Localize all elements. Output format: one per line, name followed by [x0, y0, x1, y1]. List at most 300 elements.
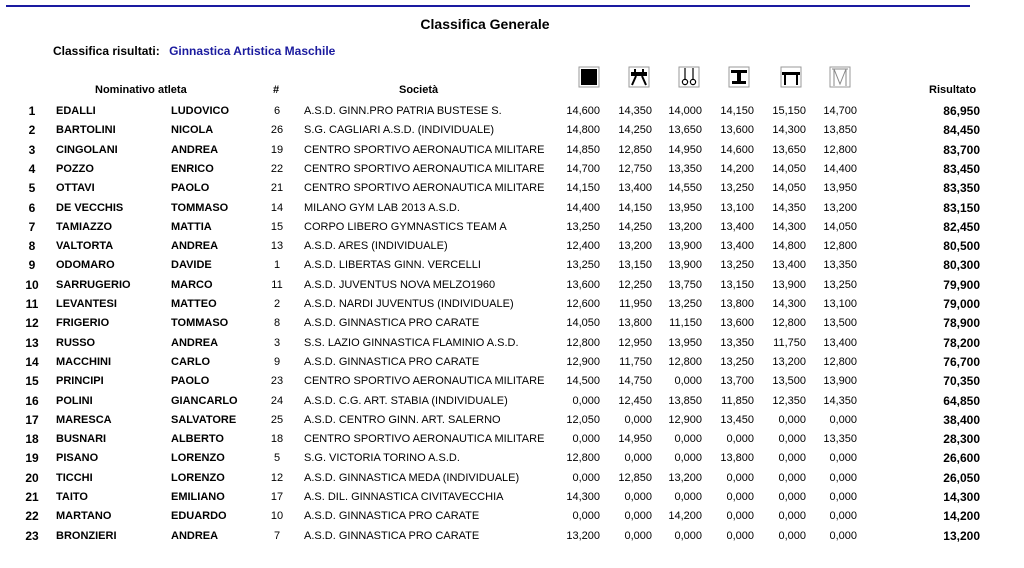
surname-cell: POLINI	[56, 394, 93, 407]
table-row	[0, 353, 1024, 372]
bib-cell: 15	[270, 220, 284, 233]
score-cell: 14,050	[772, 162, 806, 175]
total-cell: 28,300	[943, 432, 980, 447]
table-row	[0, 121, 1024, 140]
score-cell: 13,250	[566, 220, 600, 233]
rank-cell: 18	[25, 432, 39, 447]
results-subtitle	[53, 44, 335, 58]
total-cell: 83,450	[943, 161, 980, 176]
table-row	[0, 392, 1024, 411]
score-cell: 14,950	[618, 433, 652, 446]
score-cell: 13,250	[823, 278, 857, 291]
score-cell: 13,400	[720, 220, 754, 233]
club-cell: A.S.D. GINNASTICA MEDA (INDIVIDUALE)	[304, 471, 520, 484]
total-cell: 14,200	[943, 509, 980, 524]
score-cell: 13,200	[566, 529, 600, 542]
table-row	[0, 507, 1024, 526]
table-row	[0, 527, 1024, 546]
score-cell: 11,850	[721, 394, 754, 407]
firstname-cell: GIANCARLO	[171, 394, 238, 407]
firstname-cell: LUDOVICO	[171, 105, 230, 117]
firstname-cell: MATTEO	[171, 298, 217, 310]
score-cell: 13,500	[823, 317, 857, 330]
score-cell: 11,750	[773, 336, 806, 349]
score-cell: 0,000	[674, 433, 702, 446]
club-cell: MILANO GYM LAB 2013 A.S.D.	[304, 201, 460, 214]
rank-cell: 8	[28, 239, 36, 254]
bib-cell: 5	[273, 452, 281, 465]
club-cell: A.S.D. GINNASTICA PRO CARATE	[304, 529, 480, 542]
bib-cell: 25	[270, 413, 284, 426]
rank-cell: 1	[28, 104, 36, 118]
score-cell: 12,250	[618, 278, 652, 291]
score-cell: 13,750	[668, 278, 702, 291]
score-cell: 0,000	[726, 491, 754, 503]
score-cell: 13,250	[720, 355, 754, 368]
total-cell: 38,400	[943, 412, 980, 427]
bib-cell: 12	[270, 471, 284, 484]
rank-cell: 14	[25, 354, 39, 369]
total-cell: 83,350	[943, 181, 980, 196]
score-cell: 0,000	[726, 471, 754, 484]
club-cell: A.S.D. GINNASTICA PRO CARATE	[304, 355, 480, 368]
score-cell: 14,700	[566, 162, 600, 175]
score-cell: 13,100	[720, 201, 754, 214]
score-cell: 14,800	[566, 124, 600, 137]
club-cell: CENTRO SPORTIVO AERONAUTICA MILITARE	[304, 143, 545, 156]
score-cell: 13,650	[772, 143, 806, 156]
surname-cell: MARTANO	[56, 510, 112, 523]
score-cell: 12,850	[618, 471, 652, 484]
score-cell: 0,000	[778, 529, 806, 542]
surname-cell: MARESCA	[56, 413, 112, 426]
total-cell: 78,200	[943, 335, 980, 350]
table-row	[0, 314, 1024, 333]
surname-cell: ODOMARO	[56, 259, 115, 272]
club-cell: S.S. LAZIO GINNASTICA FLAMINIO A.S.D.	[304, 336, 519, 349]
score-cell: 0,000	[624, 491, 652, 503]
score-cell: 0,000	[624, 510, 652, 523]
score-cell: 13,200	[618, 240, 652, 253]
firstname-cell: PAOLO	[171, 182, 210, 195]
score-cell: 12,750	[618, 162, 652, 175]
firstname-cell: ANDREA	[171, 143, 219, 156]
subtitle-label: Classifica risultati:	[53, 44, 160, 58]
score-cell: 13,800	[618, 317, 652, 330]
score-cell: 14,950	[668, 143, 702, 156]
score-cell: 13,200	[823, 201, 857, 214]
surname-cell: PRINCIPI	[56, 375, 104, 388]
score-cell: 0,000	[778, 433, 806, 446]
bib-cell: 9	[273, 355, 281, 368]
score-cell: 0,000	[572, 433, 600, 446]
rank-cell: 7	[28, 219, 36, 234]
rank-cell: 17	[25, 412, 39, 427]
table-row	[0, 411, 1024, 430]
score-cell: 0,000	[829, 491, 857, 503]
score-cell: 13,900	[823, 375, 857, 388]
table-row	[0, 488, 1024, 507]
high-bar-icon	[829, 66, 851, 88]
club-cell: CENTRO SPORTIVO AERONAUTICA MILITARE	[304, 375, 545, 388]
col-header-club: Società	[399, 84, 439, 96]
score-cell: 14,700	[823, 105, 857, 117]
bib-cell: 6	[273, 105, 281, 117]
table-row	[0, 430, 1024, 449]
discipline-name: Ginnastica Artistica Maschile	[169, 44, 336, 58]
bib-cell: 21	[270, 182, 284, 195]
table-row	[0, 141, 1024, 160]
score-cell: 12,800	[772, 317, 806, 330]
score-cell: 12,600	[566, 298, 600, 310]
table-row	[0, 179, 1024, 198]
score-cell: 14,350	[772, 201, 806, 214]
score-cell: 0,000	[778, 471, 806, 484]
total-cell: 80,500	[943, 239, 980, 254]
table-row	[0, 469, 1024, 488]
firstname-cell: EMILIANO	[171, 491, 225, 503]
score-cell: 13,350	[720, 336, 754, 349]
score-cell: 13,150	[720, 278, 754, 291]
bib-cell: 13	[270, 240, 284, 253]
surname-cell: BUSNARI	[56, 433, 107, 446]
score-cell: 14,000	[668, 105, 702, 117]
rank-cell: 11	[25, 297, 39, 311]
club-cell: CENTRO SPORTIVO AERONAUTICA MILITARE	[304, 162, 545, 175]
score-cell: 12,850	[618, 143, 652, 156]
score-cell: 14,250	[618, 220, 652, 233]
table-row	[0, 237, 1024, 256]
firstname-cell: ANDREA	[171, 529, 219, 542]
score-cell: 13,200	[772, 355, 806, 368]
score-cell: 14,400	[823, 162, 857, 175]
bib-cell: 10	[270, 510, 284, 523]
rank-cell: 4	[28, 161, 36, 176]
firstname-cell: TOMMASO	[171, 201, 229, 214]
club-cell: CORPO LIBERO GYMNASTICS TEAM A	[304, 220, 507, 233]
rank-cell: 16	[25, 393, 39, 408]
score-cell: 13,400	[720, 240, 754, 253]
club-cell: A.S.D. C.G. ART. STABIA (INDIVIDUALE)	[304, 394, 508, 407]
score-cell: 13,900	[668, 240, 702, 253]
club-cell: A.S.D. CENTRO GINN. ART. SALERNO	[304, 413, 501, 426]
score-cell: 14,200	[668, 510, 702, 523]
surname-cell: RUSSO	[56, 336, 96, 349]
score-cell: 13,400	[772, 259, 806, 272]
rank-cell: 22	[25, 509, 39, 524]
surname-cell: TAITO	[56, 491, 88, 503]
bib-cell: 26	[270, 124, 284, 137]
score-cell: 12,800	[566, 452, 600, 465]
score-cell: 13,850	[668, 394, 702, 407]
firstname-cell: ANDREA	[171, 336, 219, 349]
score-cell: 14,300	[772, 220, 806, 233]
bib-cell: 14	[270, 201, 284, 214]
score-cell: 14,550	[668, 182, 702, 195]
score-cell: 12,900	[668, 413, 702, 426]
bib-cell: 7	[273, 529, 281, 542]
club-cell: CENTRO SPORTIVO AERONAUTICA MILITARE	[304, 433, 545, 446]
score-cell: 0,000	[829, 510, 857, 523]
bib-cell: 19	[270, 143, 284, 156]
firstname-cell: CARLO	[171, 355, 211, 368]
score-cell: 13,950	[823, 182, 857, 195]
score-cell: 12,900	[566, 355, 600, 368]
score-cell: 13,200	[668, 220, 702, 233]
score-cell: 13,800	[720, 298, 754, 310]
score-cell: 14,300	[566, 491, 600, 503]
total-cell: 79,900	[943, 277, 980, 292]
table-row	[0, 372, 1024, 391]
rings-icon	[678, 66, 700, 88]
score-cell: 13,350	[823, 259, 857, 272]
score-cell: 14,200	[720, 162, 754, 175]
rank-cell: 10	[25, 277, 39, 292]
score-cell: 12,800	[823, 240, 857, 253]
total-cell: 26,600	[943, 451, 980, 466]
table-row	[0, 199, 1024, 218]
total-cell: 83,150	[943, 200, 980, 215]
rank-cell: 23	[25, 528, 39, 543]
score-cell: 12,050	[566, 413, 600, 426]
firstname-cell: EDUARDO	[171, 510, 227, 523]
score-cell: 13,100	[823, 298, 857, 310]
score-cell: 14,850	[566, 143, 600, 156]
rank-cell: 19	[25, 451, 39, 466]
score-cell: 13,350	[823, 433, 857, 446]
score-cell: 13,400	[823, 336, 857, 349]
score-cell: 0,000	[726, 433, 754, 446]
firstname-cell: DAVIDE	[171, 259, 212, 272]
firstname-cell: NICOLA	[171, 124, 214, 137]
col-header-result: Risultato	[929, 84, 977, 96]
rank-cell: 21	[25, 490, 39, 504]
bib-cell: 18	[270, 433, 284, 446]
score-cell: 13,400	[618, 182, 652, 195]
score-cell: 14,750	[618, 375, 652, 388]
table-row	[0, 276, 1024, 295]
surname-cell: PISANO	[56, 452, 99, 465]
score-cell: 14,150	[720, 105, 754, 117]
score-cell: 14,050	[823, 220, 857, 233]
bib-cell: 23	[270, 375, 284, 388]
score-cell: 12,800	[566, 336, 600, 349]
total-cell: 80,300	[943, 258, 980, 273]
bib-cell: 1	[273, 259, 281, 272]
rank-cell: 15	[25, 374, 39, 389]
club-cell: A.S.D. GINNASTICA PRO CARATE	[304, 510, 480, 523]
club-cell: S.G. VICTORIA TORINO A.S.D.	[304, 452, 460, 465]
score-cell: 0,000	[624, 413, 652, 426]
score-cell: 11,150	[669, 317, 702, 330]
club-cell: A.S.D. NARDI JUVENTUS (INDIVIDUALE)	[304, 298, 514, 310]
rank-cell: 20	[25, 470, 39, 485]
table-row	[0, 295, 1024, 314]
table-row	[0, 160, 1024, 179]
score-cell: 14,250	[618, 124, 652, 137]
total-cell: 64,850	[943, 393, 980, 408]
table-row	[0, 449, 1024, 468]
bib-cell: 24	[270, 394, 284, 407]
score-cell: 13,600	[566, 278, 600, 291]
score-cell: 0,000	[778, 452, 806, 465]
total-cell: 82,450	[943, 219, 980, 234]
header-rule	[6, 5, 970, 7]
table-row	[0, 218, 1024, 237]
bib-cell: 2	[273, 298, 281, 310]
rank-cell: 2	[28, 123, 36, 138]
surname-cell: VALTORTA	[56, 240, 114, 253]
total-cell: 70,350	[943, 374, 980, 389]
score-cell: 14,300	[772, 298, 806, 310]
score-cell: 13,650	[668, 124, 702, 137]
score-cell: 0,000	[674, 375, 702, 388]
score-cell: 11,950	[619, 298, 652, 310]
score-cell: 0,000	[778, 491, 806, 503]
score-cell: 13,250	[668, 298, 702, 310]
firstname-cell: ANDREA	[171, 240, 219, 253]
total-cell: 78,900	[943, 316, 980, 331]
score-cell: 14,150	[566, 182, 600, 195]
score-cell: 14,500	[566, 375, 600, 388]
club-cell: A.S.D. ARES (INDIVIDUALE)	[304, 240, 448, 253]
table-row	[0, 334, 1024, 353]
total-cell: 79,000	[943, 297, 980, 311]
score-cell: 0,000	[624, 452, 652, 465]
surname-cell: EDALLI	[56, 105, 96, 117]
rank-cell: 13	[25, 335, 39, 350]
score-cell: 0,000	[572, 510, 600, 523]
score-cell: 0,000	[726, 529, 754, 542]
bib-cell: 22	[270, 162, 284, 175]
score-cell: 0,000	[778, 510, 806, 523]
score-cell: 15,150	[772, 105, 806, 117]
score-cell: 0,000	[674, 491, 702, 503]
vault-icon	[728, 66, 750, 88]
score-cell: 12,950	[618, 336, 652, 349]
score-cell: 0,000	[829, 529, 857, 542]
rank-cell: 9	[28, 258, 36, 273]
score-cell: 14,350	[618, 105, 652, 117]
rank-cell: 12	[25, 316, 39, 331]
score-cell: 13,600	[720, 317, 754, 330]
total-cell: 26,050	[943, 470, 980, 485]
firstname-cell: LORENZO	[171, 471, 225, 484]
rank-cell: 6	[28, 200, 36, 215]
score-cell: 13,950	[668, 336, 702, 349]
bib-cell: 8	[273, 317, 281, 330]
score-cell: 12,400	[566, 240, 600, 253]
score-cell: 14,600	[566, 105, 600, 117]
score-cell: 13,150	[618, 259, 652, 272]
score-cell: 13,250	[720, 182, 754, 195]
col-header-athlete: Nominativo atleta	[95, 84, 187, 96]
score-cell: 13,900	[772, 278, 806, 291]
surname-cell: BARTOLINI	[56, 124, 116, 137]
firstname-cell: MATTIA	[171, 220, 212, 233]
score-cell: 13,500	[772, 375, 806, 388]
score-cell: 13,250	[720, 259, 754, 272]
score-cell: 13,700	[720, 375, 754, 388]
surname-cell: SARRUGERIO	[56, 278, 131, 291]
total-cell: 14,300	[943, 490, 980, 504]
firstname-cell: SALVATORE	[171, 413, 237, 426]
score-cell: 13,250	[566, 259, 600, 272]
rank-cell: 5	[28, 181, 36, 196]
rank-cell: 3	[28, 142, 36, 157]
club-cell: A.S. DIL. GINNASTICA CIVITAVECCHIA	[304, 491, 504, 503]
score-cell: 14,800	[772, 240, 806, 253]
score-cell: 13,900	[668, 259, 702, 272]
club-cell: A.S.D. GINN.PRO PATRIA BUSTESE S.	[304, 105, 502, 117]
bib-cell: 17	[270, 491, 284, 503]
total-cell: 84,450	[943, 123, 980, 138]
surname-cell: TAMIAZZO	[56, 220, 113, 233]
score-cell: 12,800	[823, 143, 857, 156]
parallel-bars-icon	[780, 66, 802, 88]
score-cell: 14,050	[566, 317, 600, 330]
score-cell: 14,300	[772, 124, 806, 137]
score-cell: 0,000	[829, 452, 857, 465]
club-cell: A.S.D. JUVENTUS NOVA MELZO1960	[304, 278, 496, 291]
score-cell: 14,600	[720, 143, 754, 156]
floor-icon	[578, 66, 600, 88]
page-title: Classifica Generale	[420, 16, 550, 32]
score-cell: 0,000	[829, 413, 857, 426]
firstname-cell: PAOLO	[171, 375, 210, 388]
score-cell: 0,000	[674, 529, 702, 542]
surname-cell: OTTAVI	[56, 182, 95, 195]
firstname-cell: MARCO	[171, 278, 213, 291]
score-cell: 13,600	[720, 124, 754, 137]
surname-cell: BRONZIERI	[56, 529, 117, 542]
score-cell: 14,050	[772, 182, 806, 195]
club-cell: A.S.D. LIBERTAS GINN. VERCELLI	[304, 259, 481, 272]
score-cell: 13,350	[668, 162, 702, 175]
score-cell: 0,000	[726, 510, 754, 523]
surname-cell: POZZO	[56, 162, 94, 175]
firstname-cell: ENRICO	[171, 162, 214, 175]
pommel-horse-icon	[628, 66, 650, 88]
firstname-cell: TOMMASO	[171, 317, 229, 330]
score-cell: 11,750	[619, 355, 652, 368]
score-cell: 12,800	[668, 355, 702, 368]
score-cell: 14,400	[566, 201, 600, 214]
total-cell: 13,200	[943, 528, 980, 543]
score-cell: 13,450	[720, 413, 754, 426]
score-cell: 0,000	[572, 394, 600, 407]
score-cell: 13,800	[720, 452, 754, 465]
col-header-bib: #	[273, 84, 280, 96]
club-cell: S.G. CAGLIARI A.S.D. (INDIVIDUALE)	[304, 124, 495, 137]
surname-cell: TICCHI	[56, 471, 93, 484]
bib-cell: 11	[271, 278, 283, 291]
score-cell: 14,350	[823, 394, 857, 407]
bib-cell: 3	[273, 336, 281, 349]
surname-cell: DE VECCHIS	[56, 201, 124, 214]
firstname-cell: ALBERTO	[171, 433, 224, 446]
score-cell: 12,450	[618, 394, 652, 407]
surname-cell: FRIGERIO	[56, 317, 110, 330]
score-cell: 0,000	[624, 529, 652, 542]
surname-cell: MACCHINI	[56, 355, 111, 368]
surname-cell: LEVANTESI	[56, 298, 117, 310]
total-cell: 86,950	[943, 104, 980, 118]
score-cell: 14,150	[618, 201, 652, 214]
score-cell: 0,000	[674, 452, 702, 465]
score-cell: 12,800	[823, 355, 857, 368]
club-cell: A.S.D. GINNASTICA PRO CARATE	[304, 317, 480, 330]
